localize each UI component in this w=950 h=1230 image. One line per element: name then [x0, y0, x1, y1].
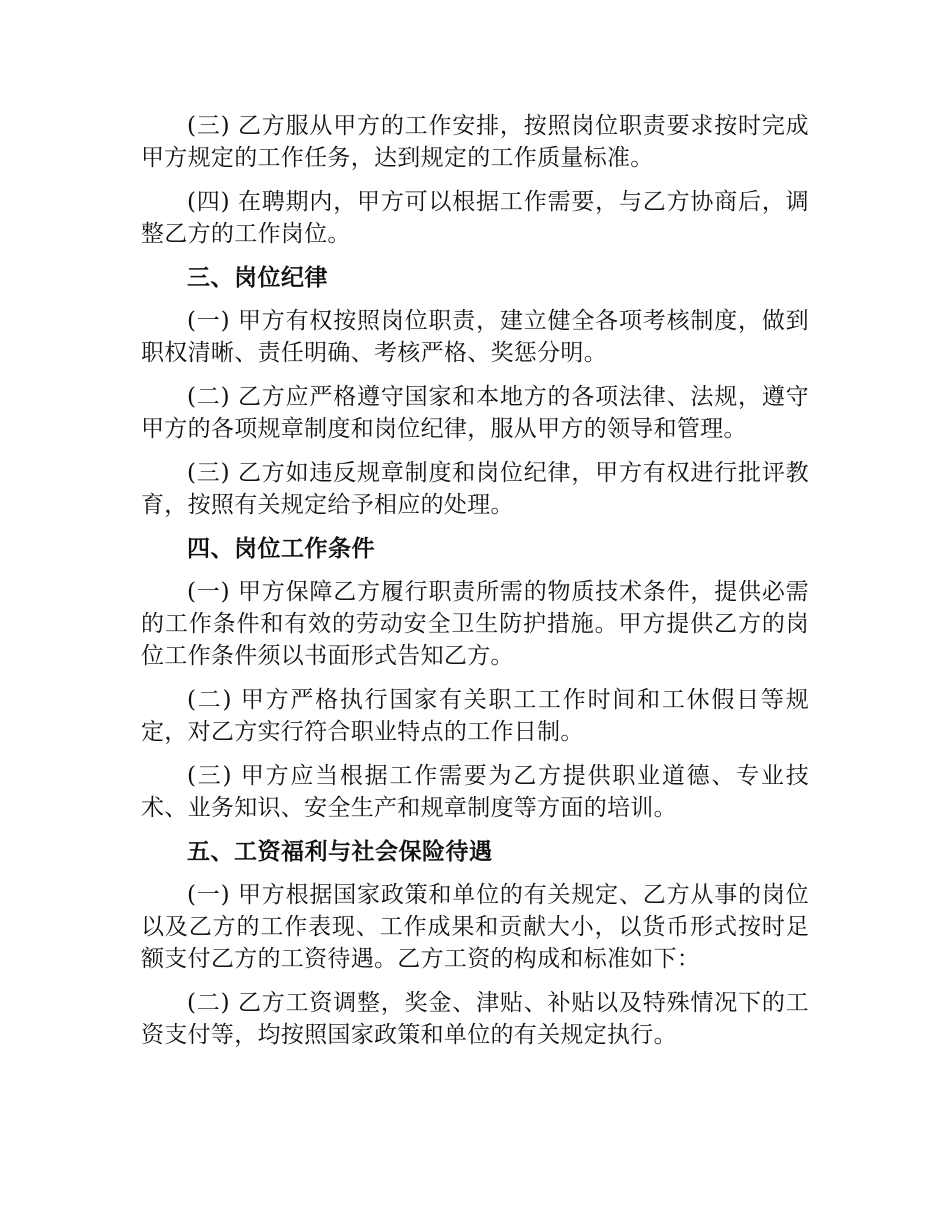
clause-paragraph: (一) 甲方根据国家政策和单位的有关规定、乙方从事的岗位以及乙方的工作表现、工作成果和贡献大小，以货币形式按时足额支付乙方的工资待遇。乙方工资的构成和标准如下： [141, 882, 809, 972]
section-heading: 四、岗位工作条件 [187, 536, 375, 562]
clause-paragraph: (二) 乙方应严格遵守国家和本地方的各项法律、法规，遵守甲方的各项规章制度和岗位纪律，服从甲方的领导和管理。 [141, 384, 809, 442]
clause-paragraph: (三) 甲方应当根据工作需要为乙方提供职业道德、专业技术、业务知识、安全生产和规章制度等方面的培训。 [141, 763, 809, 821]
clause-paragraph: (四) 在聘期内，甲方可以根据工作需要，与乙方协商后，调整乙方的工作岗位。 [141, 189, 809, 247]
section-heading: 五、工资福利与社会保险待遇 [187, 839, 493, 865]
clause-paragraph: (二) 甲方严格执行国家有关职工工作时间和工休假日等规定，对乙方实行符合职业特点的工作日制。 [141, 687, 809, 745]
clause-paragraph: (一) 甲方有权按照岗位职责，建立健全各项考核制度，做到职权清晰、责任明确、考核严格、奖惩分明。 [141, 308, 809, 366]
document-page [141, 110, 809, 1063]
clause-paragraph: (一) 甲方保障乙方履行职责所需的物质技术条件，提供必需的工作条件和有效的劳动安全卫生防护措施。甲方提供乙方的岗位工作条件须以书面形式告知乙方。 [141, 579, 809, 669]
clause-paragraph: (三) 乙方如违反规章制度和岗位纪律，甲方有权进行批评教育，按照有关规定给予相应的处理。 [141, 460, 809, 518]
clause-paragraph: (二) 乙方工资调整，奖金、津贴、补贴以及特殊情况下的工资支付等，均按照国家政策和单位的有关规定执行。 [141, 990, 809, 1048]
clause-paragraph: (三) 乙方服从甲方的工作安排，按照岗位职责要求按时完成甲方规定的工作任务，达到规定的工作质量标准。 [141, 113, 809, 171]
section-heading: 三、岗位纪律 [187, 265, 328, 291]
